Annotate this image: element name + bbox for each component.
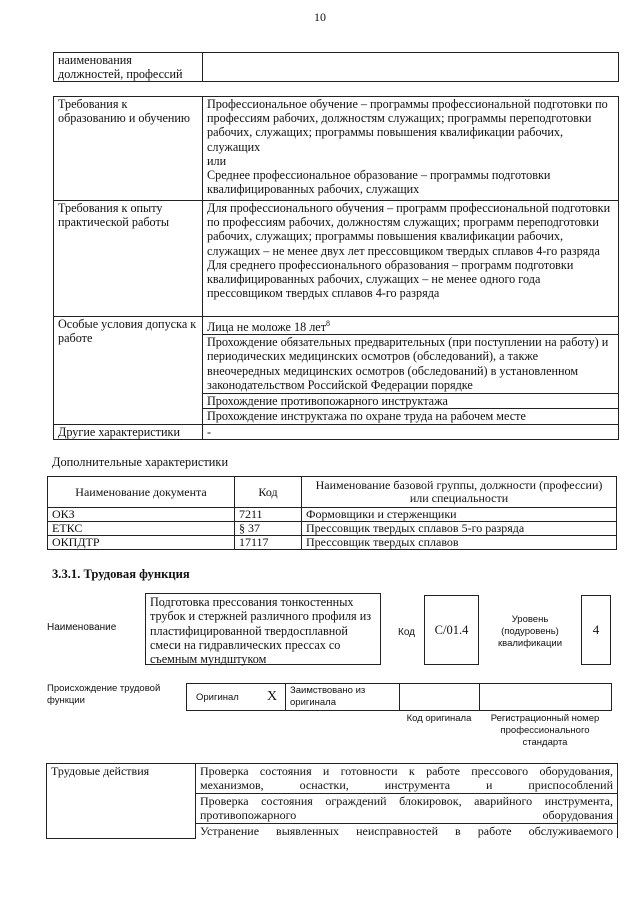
labor-actions-table	[46, 763, 618, 839]
experience-line: Для профессионального обучения – программ профессиональной подготовки по профессиям рабочих, должностям служащих; программ переподготовки рабочих, служащих; программы повышения квалификации рабочих, служащих – не менее двух лет прессовщиком твердых сплавов 4-го разряда	[207, 201, 611, 258]
labor-action-item: Устранение выявленных неисправностей в работе обслуживаемого	[196, 824, 618, 839]
origin-label: Происхождение трудовой функции	[47, 683, 161, 706]
special-conditions-row	[54, 317, 619, 335]
original-label: Оригинал	[196, 692, 239, 703]
education-line: или	[207, 153, 227, 168]
origin-divider	[399, 684, 400, 710]
special-conditions-label: Особые условия допуска к работе	[54, 317, 203, 425]
requirements-table	[53, 96, 619, 440]
function-name-value: Подготовка прессования тонкостенных трубок и стержней различного профиля из пластифицированной твердосплавной смеси на гидравлических прессах со съемным мундштуком	[145, 593, 381, 665]
job-titles-table	[53, 52, 619, 82]
experience-label: Требования к опыту практической работы	[54, 201, 203, 317]
function-code-value: C/01.4	[424, 595, 479, 665]
additional-caption: Дополнительные характеристики	[52, 455, 229, 469]
fire-safety-item: Прохождение противопожарного инструктажа	[203, 394, 619, 409]
code-label: Код	[398, 627, 416, 638]
code-cell: 7211	[235, 508, 302, 522]
table-row	[48, 536, 617, 550]
table-header-row	[48, 477, 617, 508]
age-requirement	[203, 317, 619, 335]
group-cell: Формовщики и стерженщики	[302, 508, 617, 522]
education-label: Требования к образованию и обучению	[54, 97, 203, 201]
labor-actions-label: Трудовые действия	[47, 764, 196, 839]
job-titles-value	[203, 53, 619, 82]
code-cell: 17117	[235, 536, 302, 550]
labor-function-title: 3.3.1. Трудовая функция	[52, 567, 190, 581]
doc-cell: ЕТКС	[48, 522, 235, 536]
name-label: Наименование	[47, 622, 117, 633]
additional-table	[47, 476, 617, 550]
borrowed-label: Заимствовано из оригинала	[290, 685, 366, 708]
labor-action-item: Проверка состояния и готовности к работе прессового оборудования, механизмов, оснастки, инструмента и приспособлений	[196, 764, 618, 794]
doc-cell: ОКПДТР	[48, 536, 235, 550]
experience-line: Для среднего профессионального образования – программ подготовки квалифицированных рабочих, служащих – не менее одного года прессовщиком твердых сплавов 4-го разряда	[207, 257, 574, 301]
age-requirement-text: Лица не моложе 18 лет	[207, 320, 327, 335]
medical-exam-item: Прохождение обязательных предварительных (при поступлении на работу) и периодических медицинских осмотров (обследований), а также внеочередных медицинских осмотров (обследований) в установленном законодательством Российской Федерации порядке	[203, 335, 619, 394]
education-value	[203, 97, 619, 201]
origin-divider	[479, 684, 480, 710]
level-value: 4	[581, 595, 611, 665]
origin-table	[186, 683, 612, 711]
labor-safety-item: Прохождение инструктажа по охране труда на рабочем месте	[203, 409, 619, 424]
education-line: Профессиональное обучение – программы профессиональной подготовки по профессиям рабочих, должностям служащих; программы переподготовки рабочих, служащих; программы повышения квалификации рабочих, служащих	[207, 97, 608, 154]
code-cell: § 37	[235, 522, 302, 536]
education-line: Среднее профессиональное образование – программы подготовки квалифицированных рабочих, служащих	[207, 168, 551, 197]
other-label: Другие характеристики	[54, 424, 203, 439]
labor-action-item: Проверка состояния ограждений блокировок, аварийного инструмента, противопожарного оборудования	[196, 794, 618, 824]
group-cell: Прессовщик твердых сплавов	[302, 536, 617, 550]
page-number: 10	[314, 10, 326, 24]
header-group: Наименование базовой группы, должности (профессии) или специальности	[302, 477, 617, 508]
header-document: Наименование документа	[48, 477, 235, 508]
experience-row	[54, 201, 619, 317]
original-checkmark: X	[267, 689, 278, 704]
group-cell: Прессовщик твердых сплавов 5-го разряда	[302, 522, 617, 536]
origin-divider	[285, 684, 286, 710]
other-row	[54, 424, 619, 439]
other-value: -	[203, 424, 619, 439]
job-titles-label: наименования должностей, профессий	[54, 53, 203, 82]
experience-value	[203, 201, 619, 317]
footnote-marker: 8	[326, 319, 331, 328]
doc-cell: ОКЗ	[48, 508, 235, 522]
level-label: Уровень (подуровень) квалификации	[497, 614, 563, 649]
origin-code-label: Код оригинала	[406, 713, 472, 724]
reg-number-label: Регистрационный номер профессионального стандарта	[490, 713, 600, 748]
education-row	[54, 97, 619, 201]
header-code: Код	[235, 477, 302, 508]
table-row	[48, 522, 617, 536]
table-row	[48, 508, 617, 522]
